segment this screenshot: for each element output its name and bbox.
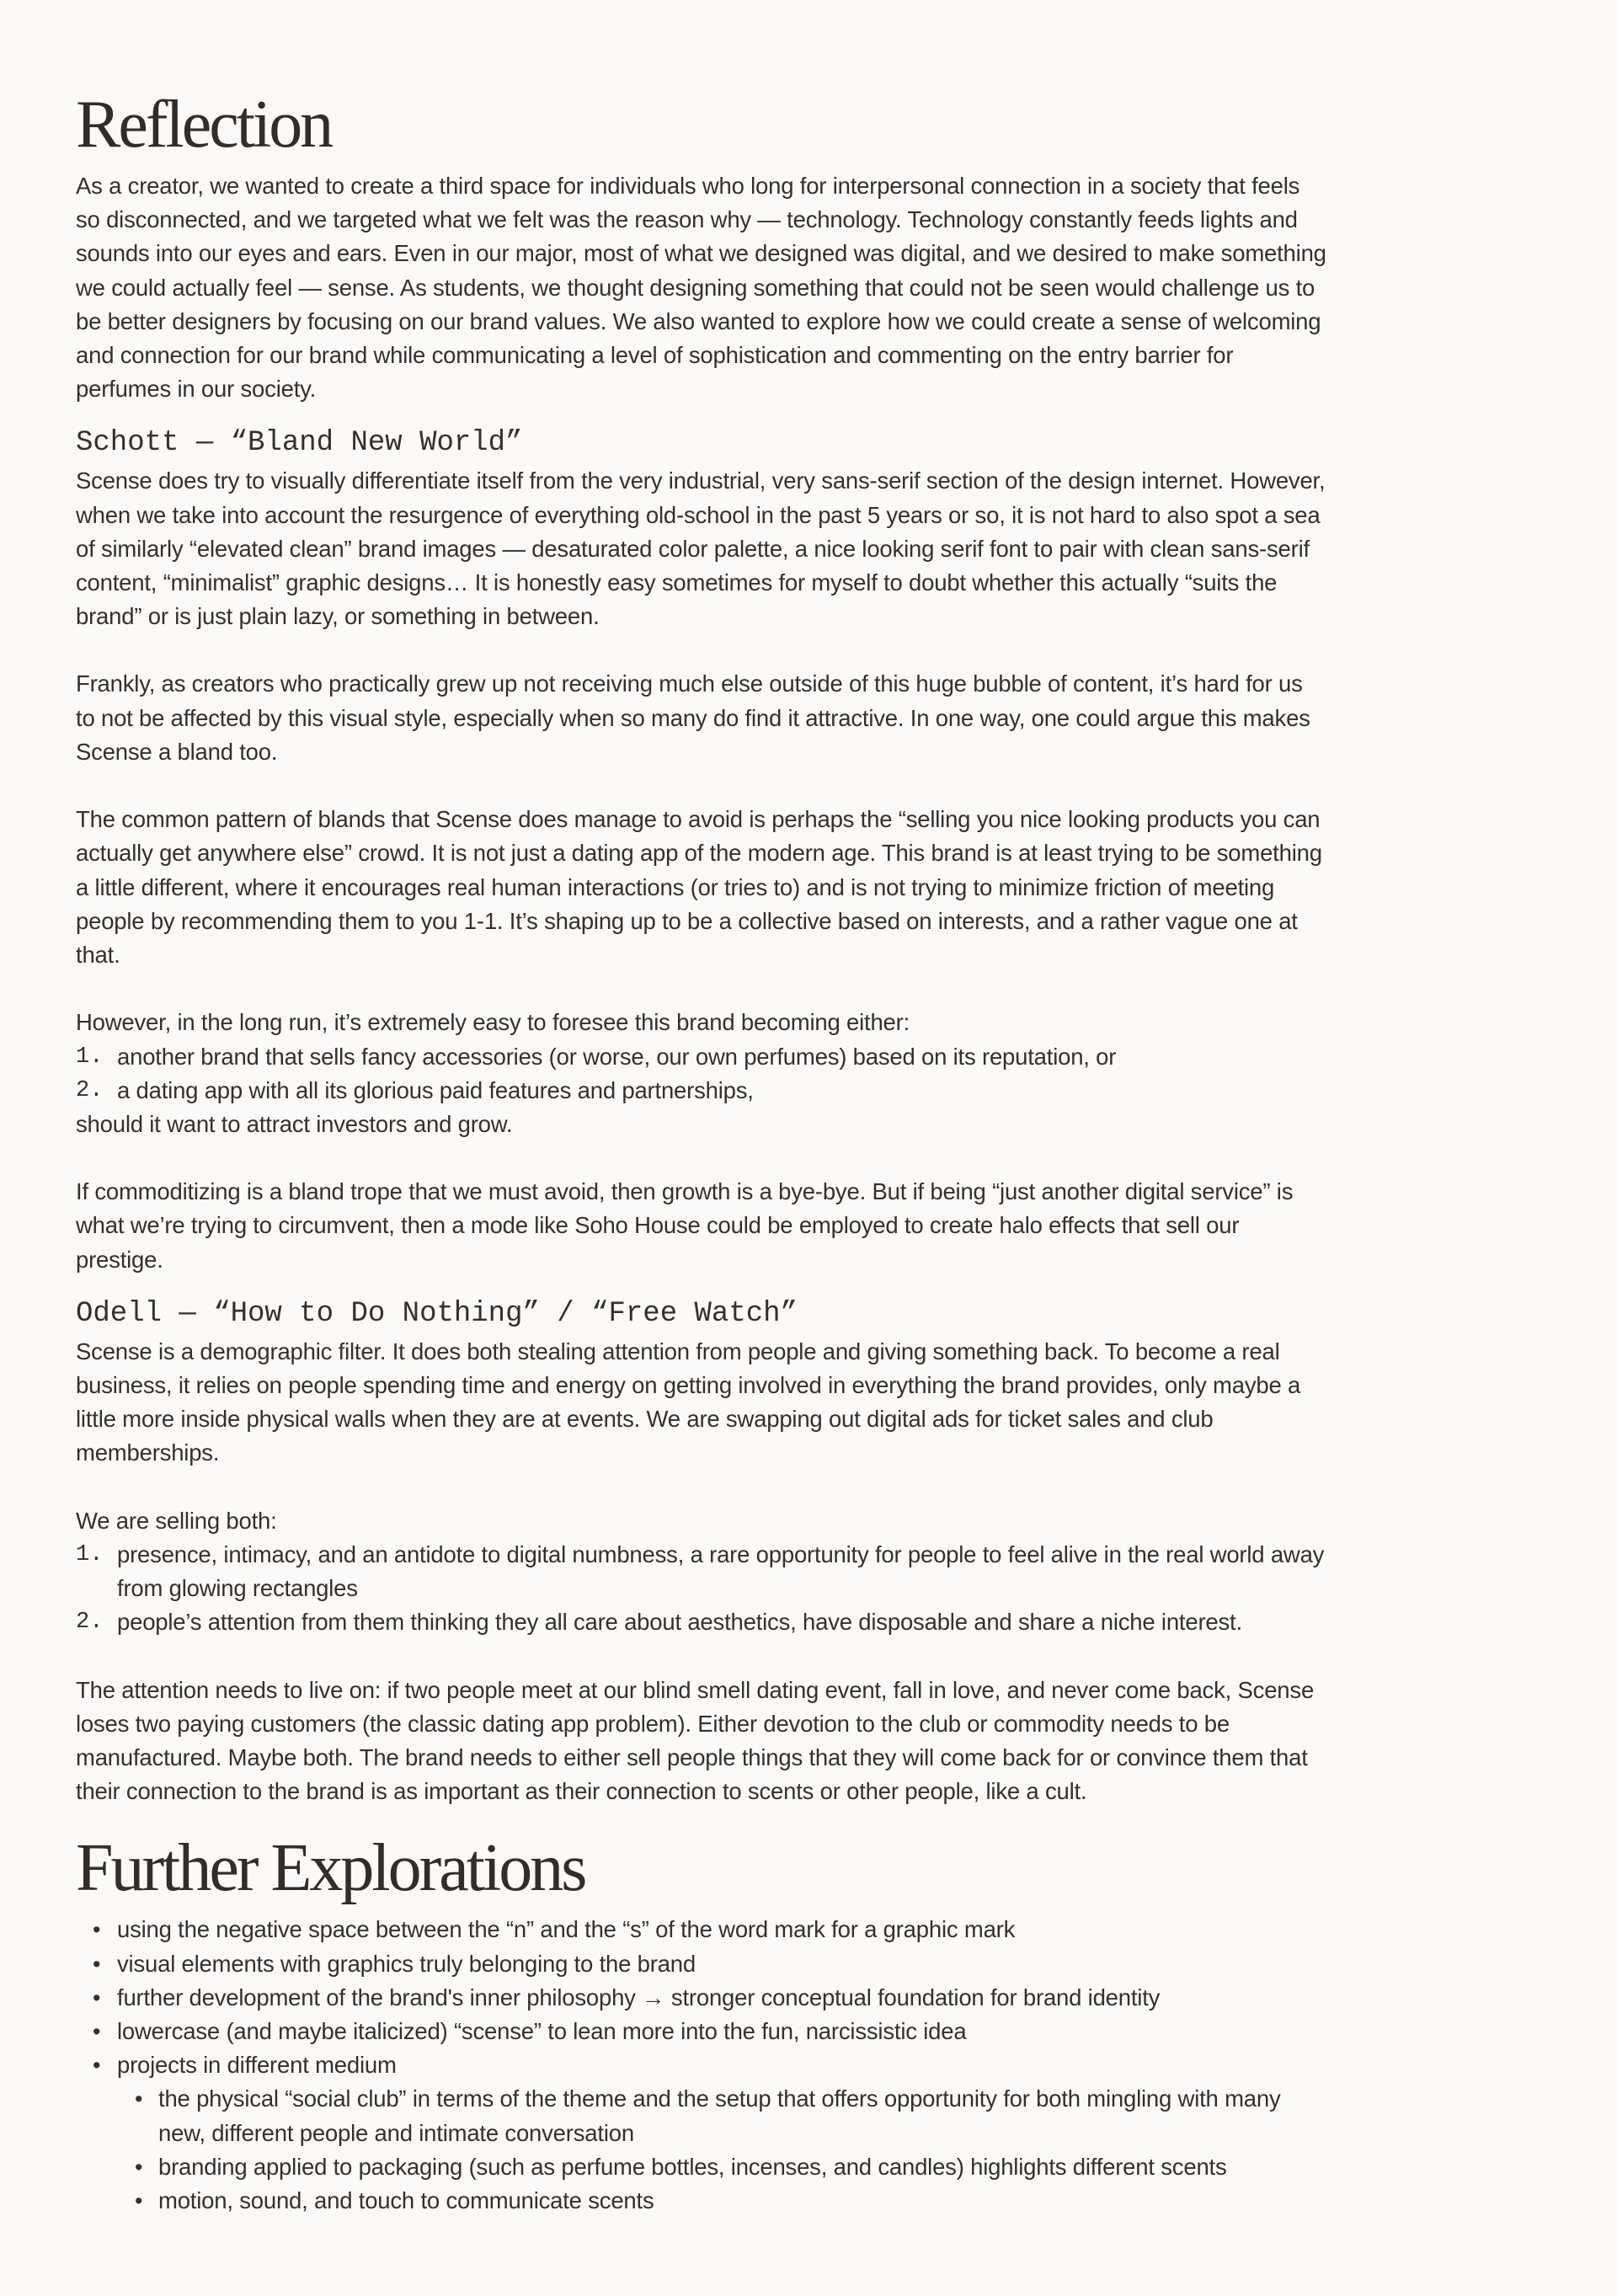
text-line: sounds into our eyes and ears. Even in our major, most of what we designed was digital, and we desired to make something [76, 240, 1326, 267]
text-line: brand” or is just plain lazy, or something in between. [76, 603, 600, 630]
bullet-list-item [76, 1947, 1558, 1981]
text-line: actually get anywhere else” crowd. It is not just a dating app of the modern age. This brand is at least trying to be something [76, 840, 1322, 867]
paragraph-spacer [76, 1141, 1558, 1175]
text-line: presence, intimacy, and an antidote to digital numbness, a rare opportunity for people to feel alive in the real world away [117, 1540, 1325, 1567]
text-line: new, different people and intimate conversation [158, 2119, 634, 2146]
text-line: Scense is a demographic filter. It does both stealing attention from people and giving something back. To become a real [76, 1338, 1280, 1364]
text-line: projects in different medium [117, 2052, 397, 2079]
text-line: We are selling both: [76, 1507, 277, 1534]
section-heading: Reflection [76, 88, 332, 162]
bullet-icon: • [135, 2187, 143, 2213]
paragraph [76, 169, 1558, 406]
list-number: 1. [76, 1541, 104, 1567]
paragraph [76, 464, 1558, 633]
text-line: people’s attention from them thinking they all care about aesthetics, have disposable and share a niche interest. [117, 1609, 1242, 1636]
paragraph-spacer [76, 1471, 1558, 1504]
text-line: another brand that sells fancy accessories (or worse, our own perfumes) based on its reputation, or [117, 1043, 1117, 1070]
text-line: prestige. [76, 1246, 163, 1273]
subsection-heading: Schott — “Bland New World” [76, 427, 523, 460]
bullet-icon: • [93, 1951, 101, 1977]
text-line: to not be affected by this visual style, especially when so many do find it attractive. In one way, one could argue this makes [76, 704, 1310, 731]
text-line: Frankly, as creators who practically grew up not receiving much else outside of this huge bubble of content, it’s hard for us [76, 670, 1303, 697]
text-line: of similarly “elevated clean” brand images — desaturated color palette, a nice looking serif font to pair with clean sans-serif [76, 535, 1310, 562]
text-line: perfumes in our society. [76, 376, 317, 403]
bullet-list-item [76, 1981, 1558, 2015]
text-line: The common pattern of blands that Scense does manage to avoid is perhaps the “selling you nice looking products you can [76, 806, 1321, 833]
text-line: loses two paying customers (the classic dating app problem). Either devotion to the club or commodity needs to be [76, 1710, 1230, 1737]
subsection-heading: Odell — “How to Do Nothing” / “Free Watch” [76, 1297, 798, 1330]
text-line: motion, sound, and touch to communicate scents [158, 2187, 654, 2213]
text-line: little more inside physical walls when they are at events. We are swapping out digital ads for ticket sales and club [76, 1406, 1214, 1433]
text-line: their connection to the brand is as important as their connection to scents or other people, like a cult. [76, 1778, 1087, 1805]
text-line: a dating app with all its glorious paid features and partnerships, [117, 1076, 754, 1103]
text-line: memberships. [76, 1439, 220, 1466]
bullet-list-item [76, 1913, 1558, 1946]
bullet-icon: • [135, 2154, 143, 2180]
paragraph [76, 1335, 1558, 1471]
paragraph [76, 1504, 1558, 1538]
numbered-list-item [76, 1074, 1558, 1108]
bullet-list-item [76, 2082, 1558, 2149]
bullet-list-item [76, 2150, 1558, 2184]
text-line: Scense does try to visually differentiate itself from the very industrial, very sans-serif section of the design internet. However, [76, 467, 1326, 494]
text-line: If commoditizing is a bland trope that we must avoid, then growth is a bye-bye. But if being “just another digital service” is [76, 1178, 1294, 1205]
text-line: from glowing rectangles [117, 1575, 358, 1602]
bullet-list-item [76, 2015, 1558, 2048]
bullet-icon: • [93, 2019, 101, 2044]
text-line: using the negative space between the “n” and the “s” of the word mark for a graphic mark [117, 1916, 1016, 1943]
paragraph [76, 667, 1558, 769]
list-number: 2. [76, 1077, 104, 1103]
text-line: when we take into account the resurgence of everything old-school in the past 5 years or so, it is not hard to also spot a sea [76, 501, 1321, 528]
document [76, 80, 1558, 2218]
text-line: However, in the long run, it’s extremely easy to foresee this brand becoming either: [76, 1009, 910, 1036]
paragraph-spacer [76, 633, 1558, 667]
text-line: further development of the brand's inner philosophy → stronger conceptual foundation for brand identity [117, 1984, 1161, 2010]
text-line: As a creator, we wanted to create a third space for individuals who long for interpersonal connection in a society that feels [76, 173, 1300, 199]
paragraph-spacer [76, 769, 1558, 803]
bullet-list-item [76, 2184, 1558, 2218]
section-heading: Further Explorations [76, 1831, 585, 1906]
text-line: so disconnected, and we targeted what we felt was the reason why — technology. Technology constantly feeds lights and [76, 206, 1298, 233]
text-line: manufactured. Maybe both. The brand needs to either sell people things that they will come back for or convince them that [76, 1744, 1308, 1771]
numbered-list-item [76, 1538, 1558, 1605]
bullet-list-item [76, 2048, 1558, 2082]
text-line: what we’re trying to circumvent, then a mode like Soho House could be employed to create halo effects that sell our [76, 1212, 1240, 1239]
numbered-list-item [76, 1605, 1558, 1639]
bullet-icon: • [93, 1917, 101, 1943]
text-line: we could actually feel — sense. As students, we thought designing something that could not be seen would challenge us to [76, 274, 1315, 301]
text-line: the physical “social club” in terms of the theme and the setup that offers opportunity for both mingling with many [158, 2085, 1281, 2112]
text-line: Scense a bland too. [76, 738, 278, 765]
paragraph [76, 1006, 1558, 1039]
paragraph [76, 1108, 1558, 1141]
paragraph [76, 1175, 1558, 1277]
text-line: The attention needs to live on: if two people meet at our blind smell dating event, fall in love, and never come back, Scense [76, 1676, 1315, 1703]
numbered-list-item [76, 1040, 1558, 1074]
bullet-icon: • [93, 1984, 101, 2010]
bullet-icon: • [93, 2053, 101, 2079]
paragraph [76, 803, 1558, 972]
list-number: 1. [76, 1044, 104, 1070]
paragraph [76, 1674, 1558, 1809]
text-line: lowercase (and maybe italicized) “scense” to lean more into the fun, narcissistic idea [117, 2018, 967, 2044]
bullet-icon: • [135, 2086, 143, 2112]
list-number: 2. [76, 1610, 104, 1636]
paragraph-spacer [76, 972, 1558, 1006]
text-line: should it want to attract investors and grow. [76, 1110, 513, 1137]
text-line: and connection for our brand while communicating a level of sophistication and commenting on the entry barrier for [76, 341, 1234, 368]
text-line: content, “minimalist” graphic designs… It is honestly easy sometimes for myself to doubt whether this actually “suits the [76, 569, 1278, 595]
paragraph-spacer [76, 1640, 1558, 1674]
text-line: business, it relies on people spending time and energy on getting involved in everything the brand provides, only maybe a [76, 1372, 1301, 1398]
text-line: a little different, where it encourages real human interactions (or tries to) and is not trying to minimize friction of meeting [76, 873, 1275, 900]
text-line: that. [76, 941, 120, 968]
text-line: visual elements with graphics truly belonging to the brand [117, 1950, 696, 1977]
text-line: be better designers by focusing on our brand values. We also wanted to explore how we could create a sense of welcoming [76, 307, 1321, 334]
text-line: branding applied to packaging (such as perfume bottles, incenses, and candles) highlights different scents [158, 2153, 1227, 2180]
text-line: people by recommending them to you 1-1. It’s shaping up to be a collective based on interests, and a rather vague one at [76, 907, 1298, 934]
